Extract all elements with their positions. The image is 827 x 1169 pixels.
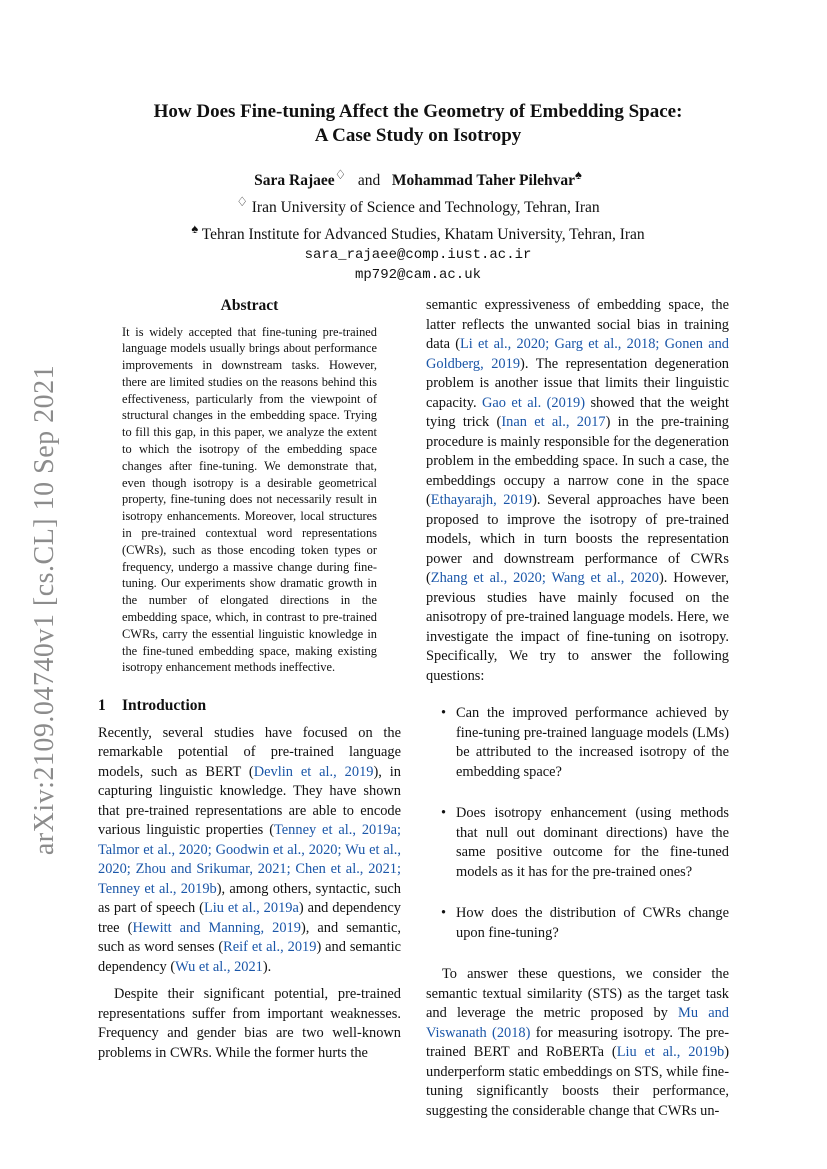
question-item: • How does the distribution of CWRs change upon fine-tuning? (426, 904, 729, 943)
question-item: • Does isotropy enhancement (using methods that null out dominant directions) have the same positive outcome for the fine-tuned models as it has for the pre-trained ones? (426, 804, 729, 882)
right-paragraph-1 (426, 296, 729, 686)
section-title: Introduction (122, 697, 207, 715)
text-span: ) underperform static embeddings on STS, while fine-tuning significantly boosts their performance, suggesting the considerable change that CWRs un- (426, 1044, 729, 1119)
intro-paragraph-1 (98, 724, 401, 978)
arxiv-identifier: arXiv:2109.04740v1 [cs.CL] 10 Sep 2021 (29, 364, 60, 856)
arxiv-sidebar (20, 364, 70, 856)
text-span: ), among others, syntactic, such as part of speech ( (98, 880, 401, 917)
aff-1-mark: ♢ (236, 194, 248, 210)
citation-link[interactable]: Zhang et al., 2020; Wang et al., 2020 (430, 570, 659, 586)
question-item: • Can the improved performance achieved by fine-tuning pre-trained language models (LMs) be attributed to the increased isotropy of the embedding space? (426, 704, 729, 782)
text-span: semantic expressiveness of embedding space, the latter reflects the unwanted social bias in training data ( (426, 297, 729, 352)
citation-link[interactable]: Hewitt and Manning, 2019 (132, 919, 301, 936)
text-span: ). Several approaches have been proposed to improve the isotropy of pre-trained models, which in turn boosts the representation power and downstream performance of CWRs ( (426, 492, 730, 586)
text-span: ) and dependency tree ( (98, 900, 401, 936)
text-span: ). (262, 958, 272, 975)
author-line (98, 164, 738, 191)
citation-link[interactable]: Ethayarajh, 2019 (430, 492, 533, 508)
citation-link[interactable]: Liu et al., 2019a (203, 900, 299, 917)
text-span: To answer these questions, we consider the semantic textual similarity (STS) as the target task and leverage the metric proposed by (426, 966, 729, 1021)
affiliation-2 (98, 218, 738, 245)
citation-link[interactable]: Reif et al., 2019 (223, 939, 317, 956)
citation-link[interactable]: Mu and Viswanath (2018) (426, 1005, 729, 1041)
section-number: 1 (98, 697, 106, 715)
right-column (426, 296, 729, 1121)
citation-link[interactable]: Li et al., 2020; Garg et al., 2018; Gonen and Goldberg, 2019 (426, 336, 730, 372)
citation-link[interactable]: Liu et al., 2019b (616, 1044, 725, 1060)
email-1: sara_rajaee@comp.iust.ac.ir (304, 247, 532, 264)
email-2: mp792@cam.ac.uk (354, 267, 482, 284)
right-paragraph-2 (426, 965, 729, 1121)
text-span: ). The representation degeneration problem is another issue that limits their linguistic capacity. (426, 355, 729, 411)
abstract-text: It is widely accepted that fine-tuning pre-trained language models usually brings about performance improvements in downstream tasks. However, there are limited studies on the reasons behind this effectiveness, particularly from the viewpoint of structural changes in the embedding space. Trying to fill this gap, in this paper, we analyze the extent to which the isotropy of the embedding space changes after fine-tuning. We demonstrate that, even though isotropy is a desirable geometrical property, fine-tuning does not necessarily result in isotropy enhancements. Moreover, local structures in pre-trained contextual word representations (CWRs), such as those encoding token types or frequency, undergo a massive change during fine-tuning. Our experiments show dramatic growth in the number of elongated directions in the embedding space, which, in contrast to pre-trained CWRs, carry the essential linguistic knowledge in the fine-tuned embedding space, making existing isotropy enhancement methods ineffective. (122, 324, 377, 675)
citation-link[interactable]: Wu et al., 2021 (175, 958, 263, 975)
author-1: Sara Rajaee (254, 172, 335, 190)
author-2: Mohammad Taher Pilehvar (391, 172, 575, 190)
citation-link[interactable]: Gao et al. (2019) (482, 394, 586, 411)
affiliation-1 (98, 191, 738, 218)
text-span: showed that the weight tying trick ( (426, 394, 729, 430)
title-line-2: A Case Study on Isotropy (314, 125, 522, 146)
aff-1-text: Iran University of Science and Technology, Tehran, Iran (251, 199, 600, 217)
text-span: for measuring isotropy. The pre-trained BERT and RoBERTa ( (426, 1024, 729, 1060)
aff-2-mark: ♠ (191, 221, 199, 237)
left-column (98, 296, 401, 1063)
paper-header (98, 100, 738, 285)
text-span: ), in capturing linguistic knowledge. They have shown that pre-trained representations are able to encode various linguistic properties ( (98, 763, 401, 839)
abstract-heading: Abstract (220, 297, 279, 314)
text-span: ) and semantic dependency ( (98, 939, 401, 975)
question-list (426, 704, 729, 943)
author-2-mark: ♠ (575, 167, 582, 182)
text-span: Recently, several studies have focused on the remarkable potential of pre-trained language models, such as BERT ( (98, 724, 401, 780)
title-line-1: How Does Fine-tuning Affect the Geometry of Embedding Space: (153, 101, 683, 122)
text-span: ), and semantic, such as word senses ( (98, 919, 401, 956)
paper-title (98, 100, 738, 148)
text-span: ) in the pre-training procedure is mainly responsible for the degeneration problem in the embedding space. In such a case, the embeddings occupy a narrow cone in the space ( (426, 414, 729, 508)
intro-paragraph-2: Despite their significant potential, pre-trained representations suffer from important weaknesses. Frequency and gender bias are two well-known problems in CWRs. While the former hurts the (98, 986, 401, 1061)
author-1-mark: ♢ (334, 167, 347, 182)
citation-link[interactable]: Tenney et al., 2019a; Talmor et al., 2020; Goodwin et al., 2020; Wu et al., 2020; Zhou and Srikumar, 2021; Chen et al., 2021; Tenney et al., 2019b (98, 822, 402, 897)
citation-link[interactable]: Inan et al., 2017 (501, 414, 606, 430)
and-word: and (357, 172, 381, 190)
section-heading (98, 696, 401, 716)
citation-link[interactable]: Devlin et al., 2019 (253, 763, 374, 780)
text-span: ). However, previous studies have mainly focused on the anisotropy of pre-trained language models. Here, we investigate the impact of fine-tuning on isotropy. Specifically, We try to answer the following questions: (426, 570, 729, 684)
aff-2-text: Tehran Institute for Advanced Studies, Khatam University, Tehran, Iran (201, 226, 645, 244)
